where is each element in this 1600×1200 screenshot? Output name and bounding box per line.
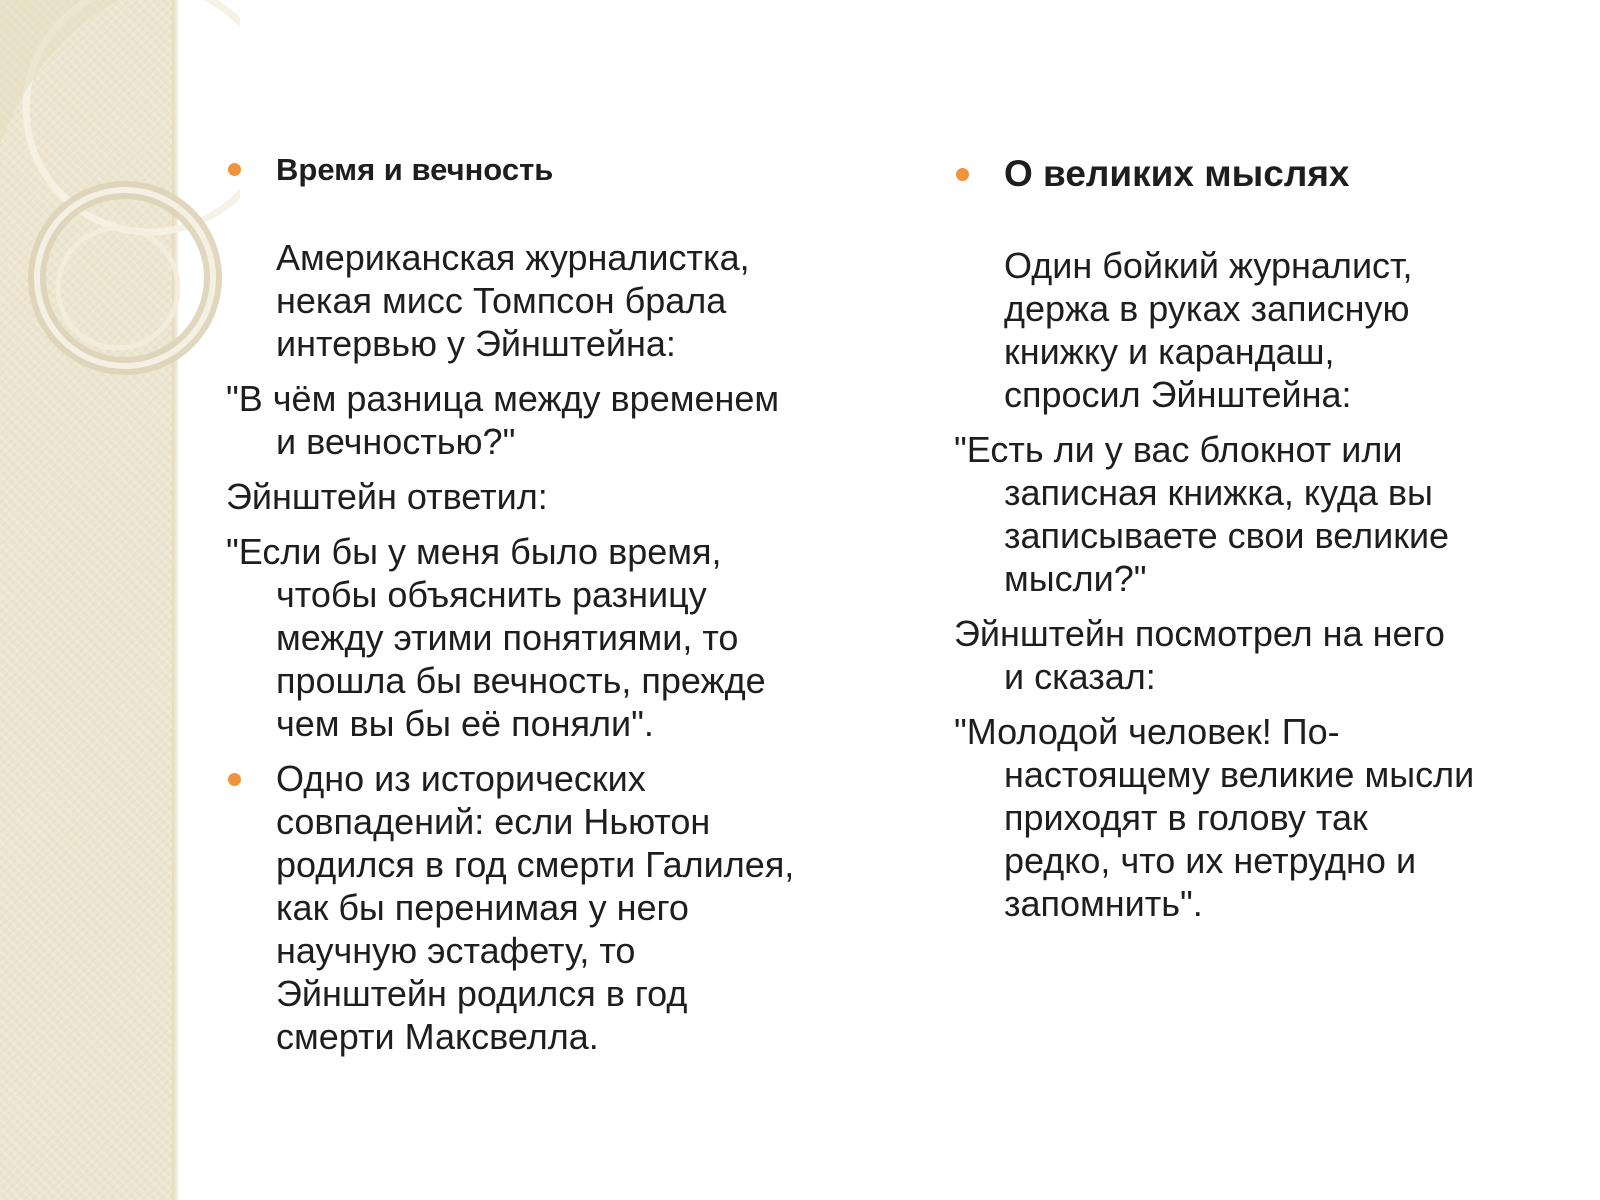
left-question: "В чём разница между временем и вечностью?" xyxy=(226,378,780,462)
bullet-icon xyxy=(956,168,969,181)
spacer xyxy=(954,198,1574,244)
ring-highlight xyxy=(37,190,213,366)
left-answer-label: Эйнштейн ответил: xyxy=(226,476,548,517)
left-fact: Одно из исторических совпадений: если Ньютон родился в год смерти Галилея, как бы перенимая у него научную эстафету, то Эйнштейн родился в год смерти Максвелла. xyxy=(276,758,795,1057)
right-reply: "Молодой человек! По- настоящему великие мысли приходят в голову так редко, что их нетрудно и запомнить". xyxy=(954,711,1475,924)
spacer xyxy=(226,190,886,236)
right-heading-row xyxy=(954,150,1574,198)
right-column xyxy=(954,150,1574,937)
ring-inner xyxy=(58,228,178,348)
left-heading-row xyxy=(226,150,886,190)
corner-shade xyxy=(0,0,120,145)
decorative-rings xyxy=(0,0,240,420)
right-heading: О великих мыслях xyxy=(1004,153,1350,194)
left-fact-row xyxy=(226,757,886,1058)
right-reaction: Эйнштейн посмотрел на него и сказал: xyxy=(954,613,1445,697)
bullet-icon xyxy=(228,163,241,176)
right-intro: Один бойкий журналист, держа в руках записную книжку и карандаш, спросил Эйнштейна: xyxy=(1004,245,1413,415)
bullet-icon xyxy=(228,773,241,786)
left-answer: "Если бы у меня было время, чтобы объяснить разницу между этими понятиями, то прошла бы вечность, прежде чем вы бы её поняли". xyxy=(226,531,766,744)
left-intro: Американская журналистка, некая мисс Томпсон брала интервью у Эйнштейна: xyxy=(276,237,750,364)
right-question: "Есть ли у вас блокнот или записная книжка, куда вы записываете свои великие мысли?" xyxy=(954,429,1450,599)
left-heading: Время и вечность xyxy=(276,152,554,187)
left-column xyxy=(226,150,886,1068)
